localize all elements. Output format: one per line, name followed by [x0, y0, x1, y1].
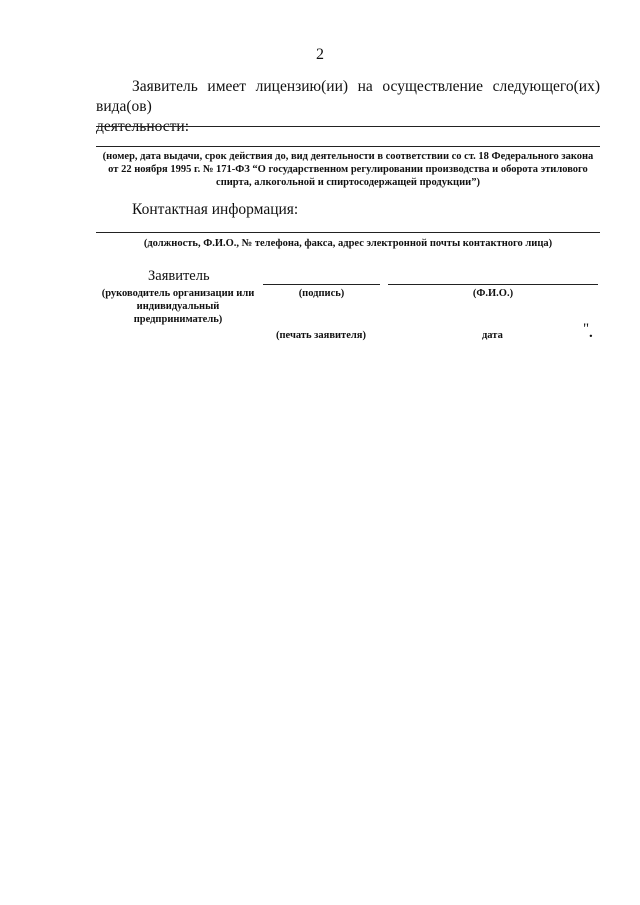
signature-line: [263, 284, 380, 285]
license-entry-line-2: [96, 146, 600, 147]
date-caption: дата: [482, 330, 503, 341]
license-entry-line-1: [96, 126, 600, 127]
seal-caption: (печать заявителя): [276, 330, 366, 341]
full-name-caption: (Ф.И.О.): [472, 288, 514, 299]
signature-caption: (подпись): [298, 288, 345, 299]
quote-mark: ": [583, 321, 590, 337]
contact-caption: (должность, Ф.И.О., № телефона, факса, адрес электронной почты контактного лица): [143, 238, 553, 249]
license-paragraph-line1: Заявитель имеет лицензию(ии) на осуществление следующего(их) вида(ов): [96, 78, 600, 115]
applicant-label: Заявитель: [148, 268, 210, 284]
license-caption: [96, 150, 600, 189]
contact-entry-line: [96, 232, 600, 233]
applicant-caption-line2: индивидуальный предприниматель): [133, 301, 223, 325]
license-paragraph: [96, 77, 600, 137]
full-name-line: [388, 284, 598, 285]
license-caption-line3: спирта, алкогольной и спиртосодержащей продукции”): [216, 177, 480, 188]
applicant-caption-line1: (руководитель организации или: [101, 288, 255, 299]
license-caption-line1: (номер, дата выдачи, срок действия до, вид деятельности в соответствии со ст. 18 Федерального закона: [102, 151, 594, 162]
contact-heading: Контактная информация:: [132, 201, 299, 218]
license-paragraph-line2: деятельности:: [96, 118, 190, 135]
applicant-caption: [92, 287, 264, 326]
page-number: 2: [316, 46, 324, 63]
period-mark: .: [589, 325, 593, 341]
license-caption-line2: от 22 ноября 1995 г. № 171-ФЗ “О государственном регулировании производства и оборота этилового: [108, 164, 588, 175]
